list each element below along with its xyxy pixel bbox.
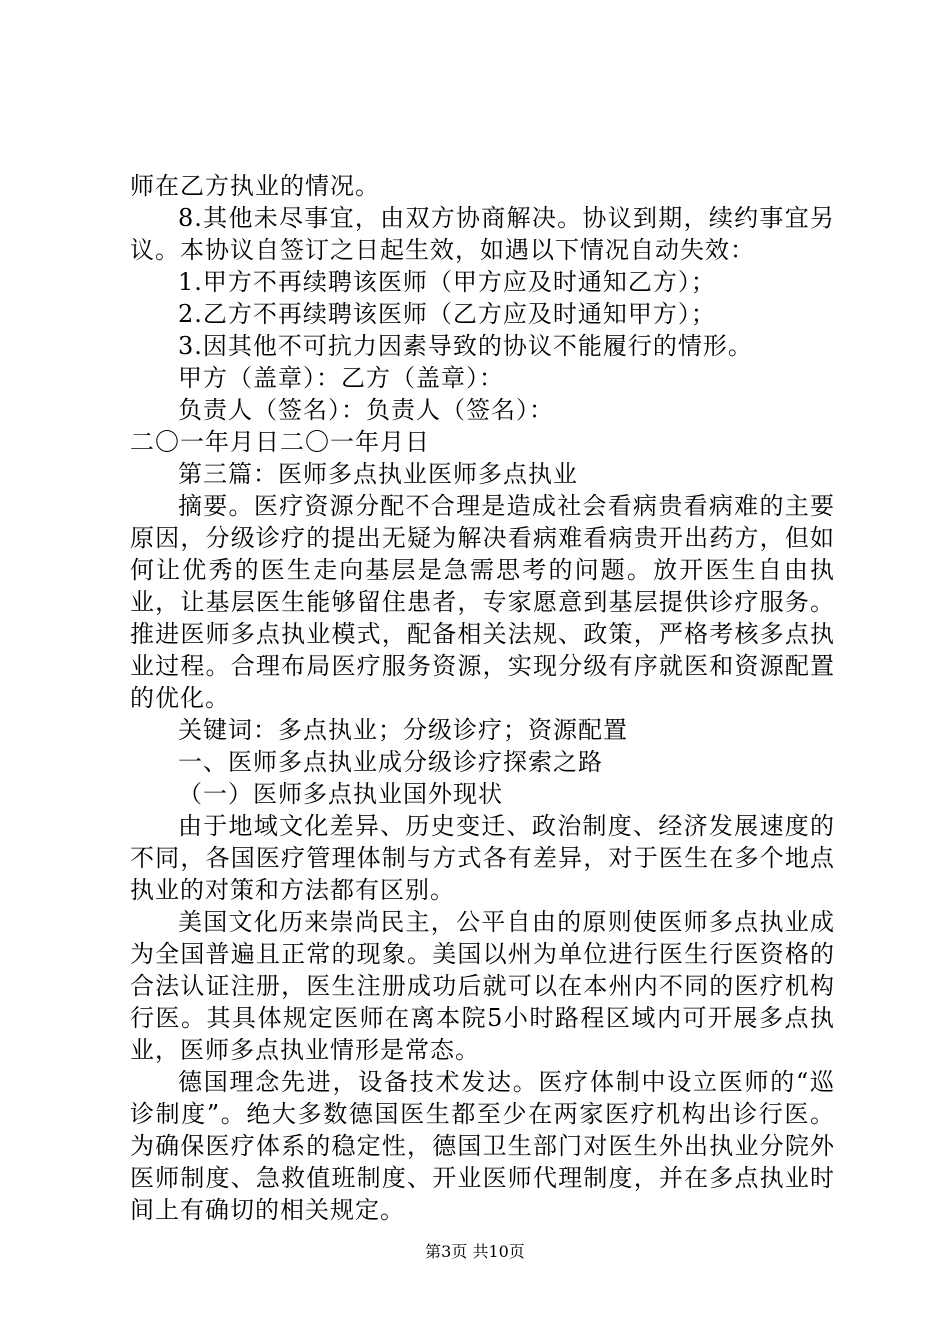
signature-name-line: 负责人（签名）：负责人（签名）：	[178, 396, 554, 424]
heading-part-one: 一、医师多点执业成分级诊疗探索之路	[178, 748, 603, 776]
paragraph-continuation: 师在乙方执业的情况。	[130, 172, 380, 200]
keywords-line: 关键词：多点执业；分级诊疗；资源配置	[178, 716, 628, 744]
paragraph-usa: 美国文化历来崇尚民主，公平自由的原则使医师多点执业成为全国普遍且正常的现象。美国以州为单位进行医生行医资格的合法认证注册，医生注册成功后就可以在本州内不同的医疗机构行医。其具体规定医师在离本院5小时路程区域内可开展多点执业，医师多点执业情形是常态。	[130, 908, 835, 1064]
list-item-1: 1.甲方不再续聘该医师（甲方应及时通知乙方）；	[178, 268, 716, 296]
paragraph-overview: 由于地域文化差异、历史变迁、政治制度、经济发展速度的不同，各国医疗管理体制与方式各有差异，对于医生在多个地点执业的对策和方法都有区别。	[130, 812, 835, 904]
list-item-2: 2.乙方不再续聘该医师（乙方应及时通知甲方）；	[178, 300, 716, 328]
section-heading: 第三篇：医师多点执业医师多点执业	[178, 460, 578, 488]
list-item-3: 3.因其他不可抗力因素导致的协议不能履行的情形。	[178, 332, 753, 360]
document-body	[130, 170, 835, 1226]
abstract-paragraph: 摘要。医疗资源分配不合理是造成社会看病贵看病难的主要原因，分级诊疗的提出无疑为解决看病难看病贵开出药方，但如何让优秀的医生走向基层是急需思考的问题。放开医生自由执业，让基层医生能够留住患者，专家愿意到基层提供诊疗服务。推进医师多点执业模式，配备相关法规、政策，严格考核多点执业过程。合理布局医疗服务资源，实现分级有序就医和资源配置的优化。	[130, 492, 835, 712]
heading-subsection-one: （一）医师多点执业国外现状	[178, 780, 503, 808]
paragraph-germany: 德国理念先进，设备技术发达。医疗体制中设立医师的“巡诊制度”。绝大多数德国医生都至少在两家医疗机构出诊行医。为确保医疗体系的稳定性，德国卫生部门对医生外出执业分院外医师制度、急救值班制度、开业医师代理制度，并在多点执业时间上有确切的相关规定。	[130, 1068, 835, 1224]
paragraph-clause-8: 8.其他未尽事宜，由双方协商解决。协议到期，续约事宜另议。本协议自签订之日起生效，如遇以下情况自动失效：	[130, 204, 835, 264]
page-footer: 第3页 共10页	[425, 1242, 525, 1261]
signature-seal-line: 甲方（盖章）：乙方（盖章）：	[178, 364, 504, 392]
signature-date-line: 二〇一年月日二〇一年月日	[130, 428, 430, 456]
